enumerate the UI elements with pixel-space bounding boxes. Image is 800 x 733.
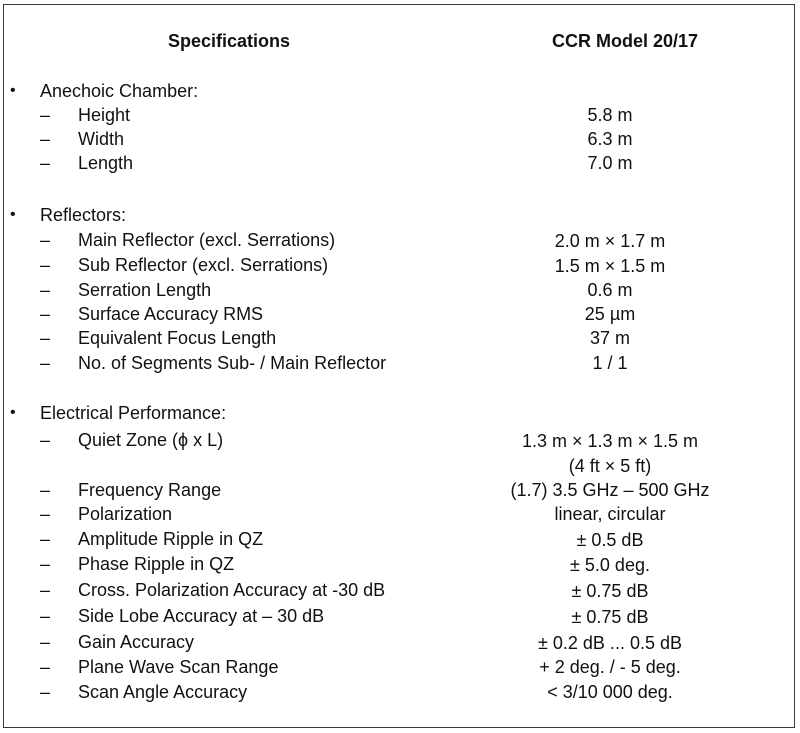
spec-value: ± 0.75 dB (571, 581, 649, 601)
dash-icon: – (40, 304, 51, 324)
section-title: Electrical Performance: (40, 403, 227, 423)
spec-value: 6.3 m (587, 129, 633, 149)
dash-icon: – (40, 682, 51, 702)
spec-row (0, 127, 800, 151)
bullet-icon: • (10, 404, 16, 421)
header-model: CCR Model 20/17 (552, 31, 699, 51)
spec-value: (1.7) 3.5 GHz – 500 GHz (510, 480, 710, 500)
spec-value: ± 0.2 dB ... 0.5 dB (538, 633, 682, 653)
spec-row (0, 630, 800, 654)
spec-value-secondary: (4 ft × 5 ft) (568, 456, 652, 476)
dash-icon: – (40, 280, 51, 300)
spec-label: Height (78, 105, 131, 125)
spec-value: 1 / 1 (592, 353, 628, 373)
spec-row (0, 151, 800, 175)
dash-icon: – (40, 632, 51, 652)
dash-icon: – (40, 153, 51, 173)
dash-icon: – (40, 353, 51, 373)
section-reflectors (0, 203, 800, 227)
dash-icon: – (40, 480, 51, 500)
spec-label: Amplitude Ripple in QZ (78, 529, 264, 549)
spec-label: Main Reflector (excl. Serrations) (78, 230, 336, 250)
spec-row (0, 302, 800, 326)
spec-value: ± 5.0 deg. (570, 555, 650, 575)
spec-value: 25 µm (584, 304, 636, 324)
section-title: Anechoic Chamber: (40, 81, 199, 101)
dash-icon: – (40, 105, 51, 125)
spec-row (0, 428, 800, 452)
spec-value: + 2 deg. / - 5 deg. (539, 657, 681, 677)
bullet-icon: • (10, 82, 16, 99)
dash-icon: – (40, 580, 51, 600)
spec-label: Serration Length (78, 280, 212, 300)
spec-label: Quiet Zone (ϕ x L) (78, 430, 224, 450)
dash-icon: – (40, 529, 51, 549)
spec-label: Polarization (78, 504, 173, 524)
spec-label: No. of Segments Sub- / Main Reflector (78, 353, 387, 373)
spec-value: ± 0.5 dB (576, 530, 644, 550)
spec-label: Surface Accuracy RMS (78, 304, 264, 324)
spec-label: Plane Wave Scan Range (78, 657, 279, 677)
spec-row (0, 502, 800, 526)
spec-label: Cross. Polarization Accuracy at -30 dB (78, 580, 386, 600)
spec-label: Length (78, 153, 134, 173)
bullet-icon: • (10, 206, 16, 223)
spec-value: 5.8 m (587, 105, 633, 125)
spec-value: ± 0.75 dB (571, 607, 649, 627)
spec-label: Equivalent Focus Length (78, 328, 277, 348)
spec-row (0, 655, 800, 679)
spec-row (0, 680, 800, 704)
spec-value: < 3/10 000 deg. (547, 682, 673, 702)
spec-label: Phase Ripple in QZ (78, 554, 235, 574)
spec-row (0, 278, 800, 302)
spec-label: Side Lobe Accuracy at – 30 dB (78, 606, 325, 626)
dash-icon: – (40, 606, 51, 626)
spec-label: Scan Angle Accuracy (78, 682, 248, 702)
spec-row (0, 103, 800, 127)
spec-row (0, 326, 800, 350)
spec-value: 0.6 m (587, 280, 633, 300)
dash-icon: – (40, 328, 51, 348)
spec-row (0, 228, 800, 252)
dash-icon: – (40, 657, 51, 677)
spec-row (0, 527, 800, 551)
spec-label: Width (78, 129, 125, 149)
spec-label: Gain Accuracy (78, 632, 195, 652)
spec-label: Frequency Range (78, 480, 222, 500)
spec-value: 7.0 m (587, 153, 633, 173)
spec-row-continued (0, 454, 800, 478)
spec-row (0, 604, 800, 628)
spec-row (0, 478, 800, 502)
spec-value: 37 m (589, 328, 631, 348)
section-title: Reflectors: (40, 205, 127, 225)
spec-value: 1.3 m × 1.3 m × 1.5 m (521, 431, 699, 451)
spec-row (0, 351, 800, 375)
dash-icon: – (40, 554, 51, 574)
dash-icon: – (40, 255, 51, 275)
dash-icon: – (40, 504, 51, 524)
spec-row (0, 578, 800, 602)
spec-value: 2.0 m × 1.7 m (554, 231, 666, 251)
dash-icon: – (40, 230, 51, 250)
section-anechoic-chamber (0, 79, 800, 103)
spec-value: 1.5 m × 1.5 m (554, 256, 666, 276)
dash-icon: – (40, 430, 51, 450)
spec-row (0, 253, 800, 277)
spec-row (0, 552, 800, 576)
header-specifications: Specifications (168, 31, 291, 51)
spec-value: linear, circular (554, 504, 666, 524)
spec-label: Sub Reflector (excl. Serrations) (78, 255, 329, 275)
section-electrical-performance (0, 401, 800, 425)
dash-icon: – (40, 129, 51, 149)
table-header (0, 29, 800, 53)
